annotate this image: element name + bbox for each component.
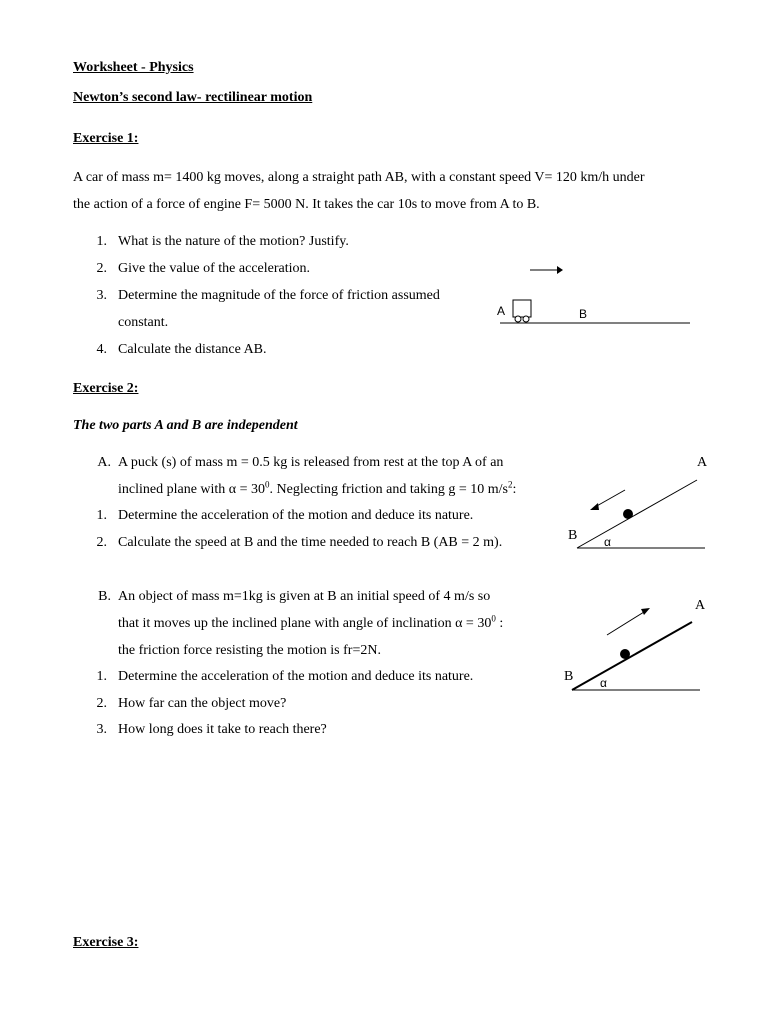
- question-text: How long does it take to reach there?: [118, 722, 327, 737]
- motion-arrow-head: [641, 608, 650, 615]
- question-text: Determine the acceleration of the motion and deduce its nature.: [118, 508, 474, 523]
- question-number: 2.: [96, 535, 107, 550]
- question-text: Calculate the speed at B and the time needed to reach B (AB = 2 m).: [118, 535, 503, 550]
- exercise-1-paragraph-line-2: the action of a force of engine F= 5000 N. It takes the car 10s to move from A to B.: [73, 197, 540, 212]
- exercise-1-paragraph-line-1: A car of mass m= 1400 kg moves, along a straight path AB, with a constant speed V= 120 km/h under: [73, 170, 645, 185]
- point-a-label: A: [695, 598, 706, 613]
- car-body: [513, 300, 531, 317]
- inclined-plane: [577, 480, 697, 548]
- exercise-2-heading: Exercise 2:: [73, 381, 139, 396]
- question-number: 1.: [96, 508, 107, 523]
- question-text: Determine the acceleration of the motion and deduce its nature.: [118, 669, 474, 684]
- point-a-label: A: [497, 304, 506, 318]
- exercise-3-heading: Exercise 3:: [73, 935, 139, 950]
- question-number: 2.: [96, 696, 107, 711]
- motion-arrow-line: [595, 490, 625, 507]
- question-text-continued: constant.: [118, 315, 169, 330]
- question-text: How far can the object move?: [118, 696, 287, 711]
- angle-alpha-label: α: [604, 535, 611, 549]
- point-b-label: B: [568, 528, 578, 543]
- question-text: Calculate the distance AB.: [118, 342, 267, 357]
- page-subtitle: Newton’s second law- rectilinear motion: [73, 90, 313, 105]
- part-a-line-2: inclined plane with $\alpha = 30^0$. Neglecting friction and taking g = 10 $m/s^2$:: [118, 479, 517, 497]
- exercise-2-note: The two parts A and B are independent: [73, 418, 298, 433]
- car-wheel: [523, 316, 529, 322]
- question-text: What is the nature of the motion? Justify.: [118, 234, 349, 249]
- point-b-label: B: [579, 307, 588, 321]
- part-b-letter: B.: [98, 589, 111, 604]
- incline-diagram-a: [565, 475, 725, 555]
- part-b-line-1: An object of mass m=1kg is given at B an initial speed of 4 m/s so: [118, 589, 491, 604]
- motion-arrow-head: [590, 503, 599, 510]
- car-path-diagram: [495, 260, 695, 330]
- part-b-line-3: the friction force resisting the motion is fr=2N.: [118, 643, 381, 658]
- velocity-arrow-head: [557, 266, 563, 274]
- question-number: 3.: [96, 288, 107, 303]
- question-number: 2.: [96, 261, 107, 276]
- question-number: 3.: [96, 722, 107, 737]
- car-wheel: [515, 316, 521, 322]
- question-number: 1.: [96, 234, 107, 249]
- point-a-label: A: [697, 455, 708, 470]
- part-a-letter: A.: [97, 455, 111, 470]
- motion-arrow-line: [607, 612, 644, 635]
- object: [620, 649, 630, 659]
- question-text: Determine the magnitude of the force of friction assumed: [118, 288, 440, 303]
- question-number: 1.: [96, 669, 107, 684]
- point-b-label: B: [564, 669, 574, 684]
- question-number: 4.: [96, 342, 107, 357]
- page-title: Worksheet - Physics: [73, 60, 194, 75]
- part-a-line-1: A puck (s) of mass m = 0.5 kg is released from rest at the top A of an: [118, 455, 504, 470]
- question-text: Give the value of the acceleration.: [118, 261, 311, 276]
- part-b-line-2: that it moves up the inclined plane with angle of inclination $\alpha = 30^0$ :: [118, 613, 504, 631]
- inclined-plane: [572, 622, 692, 690]
- angle-alpha-label: α: [600, 676, 607, 690]
- puck: [623, 509, 633, 519]
- exercise-1-heading: Exercise 1:: [73, 131, 139, 146]
- incline-diagram-b: [562, 600, 722, 700]
